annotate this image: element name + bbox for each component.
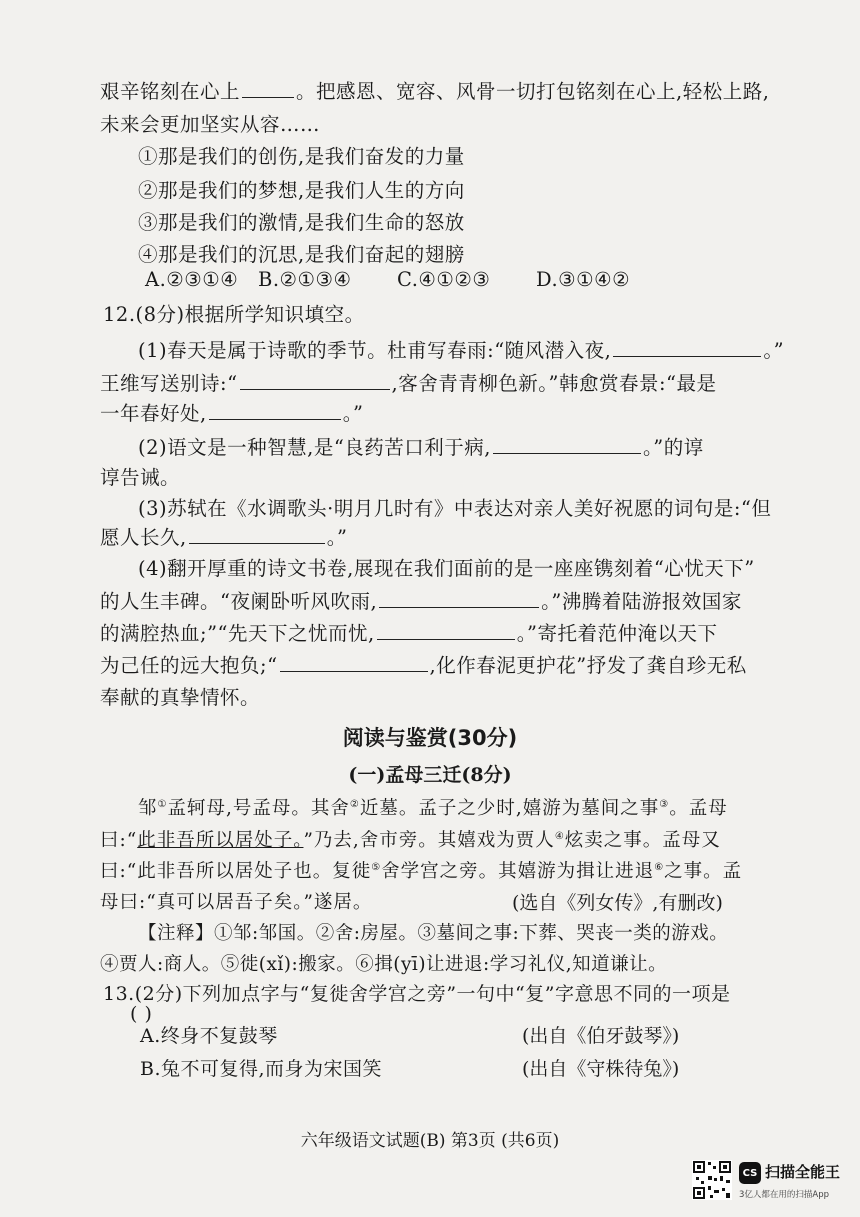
option-2: ②那是我们的梦想,是我们人生的方向 bbox=[138, 179, 465, 202]
text: ,客舍青青柳色新。”韩愈赏春景:“最是 bbox=[391, 372, 717, 395]
note-mark: ② bbox=[349, 798, 360, 810]
source-citation: (选自《列女传》,有删改) bbox=[512, 892, 723, 914]
text-line bbox=[100, 586, 742, 614]
qr-code-icon bbox=[692, 1160, 732, 1200]
text: 舍学宫之旁。其嬉游为揖让进退 bbox=[381, 861, 655, 882]
text-line bbox=[138, 432, 704, 460]
text: ”乃去,舍市旁。其嬉戏为贾人 bbox=[303, 830, 555, 851]
text: 的满腔热血;”“先天下之忧而忧, bbox=[100, 622, 375, 645]
text: 孟轲母,号孟母。其舍 bbox=[167, 798, 350, 819]
passage-title: (一)孟母三迁(8分) bbox=[348, 764, 512, 786]
note-line: 【注释】①邹:邹国。②舍:房屋。③墓间之事:下葬、哭丧一类的游戏。 bbox=[138, 923, 729, 944]
text: 。”寄托着范仲淹以天下 bbox=[516, 622, 718, 645]
note-mark: ⑥ bbox=[654, 861, 665, 873]
text: 炫卖之事。孟母又 bbox=[564, 830, 721, 851]
text: (2)语文是一种智慧,是“良药苦口利于病, bbox=[138, 436, 491, 459]
question-12: 12.(8分)根据所学知识填空。 bbox=[103, 303, 365, 326]
option-a: A.终身不复鼓琴 bbox=[140, 1025, 278, 1047]
option-4: ④那是我们的沉思,是我们奋起的翅膀 bbox=[138, 243, 465, 266]
text-line bbox=[100, 368, 717, 396]
note-line: ④贾人:商人。⑤徙(xǐ):搬家。⑥揖(yī)让进退:学习礼仪,知道谦让。 bbox=[100, 954, 668, 975]
text: 。”沸腾着陆游报效国家 bbox=[541, 590, 742, 613]
note-mark: ④ bbox=[554, 830, 565, 842]
note-mark: ① bbox=[157, 798, 168, 810]
text-line: 谆告诫。 bbox=[100, 466, 181, 489]
passage-line bbox=[100, 826, 721, 852]
text: 的人生丰碑。“夜阑卧听风吹雨, bbox=[100, 590, 378, 613]
text: 为己任的远大抱负;“ bbox=[100, 654, 278, 677]
question-13: 13.(2分)下列加点字与“复徙舍学宫之旁”一句中“复”字意思不同的一项是 bbox=[103, 983, 731, 1005]
choice-a: A.②③①④ bbox=[145, 268, 239, 291]
page-footer: 六年级语文试题(B) 第3页 (共6页) bbox=[300, 1131, 560, 1151]
text-line: (3)苏轼在《水调歌头·明月几时有》中表达对亲人美好祝愿的词句是:“但 bbox=[138, 497, 772, 520]
camscanner-tagline: 3亿人都在用的扫描App bbox=[739, 1190, 830, 1200]
option-b: B.兔不可复得,而身为宋国笑 bbox=[140, 1058, 383, 1080]
text: 愿人长久, bbox=[100, 526, 187, 549]
option-3: ③那是我们的激情,是我们生命的怒放 bbox=[138, 211, 465, 234]
text-line bbox=[100, 618, 717, 646]
text: 。” bbox=[342, 402, 364, 425]
option-1: ①那是我们的创伤,是我们奋发的力量 bbox=[138, 145, 465, 168]
answer-blank bbox=[240, 371, 390, 390]
text: 王维写送别诗:“ bbox=[100, 372, 238, 395]
choice-d: D.③①④② bbox=[536, 268, 631, 291]
answer-blank bbox=[242, 79, 294, 98]
text: 曰:“此非吾所以居处子也。复徙 bbox=[100, 861, 372, 882]
text-line: 未来会更加坚实从容…… bbox=[100, 113, 321, 136]
answer-blank bbox=[379, 589, 539, 608]
text-line: (4)翻开厚重的诗文书卷,展现在我们面前的是一座座镌刻着“心忧天下” bbox=[138, 557, 755, 580]
text: 一年春好处, bbox=[100, 402, 207, 425]
text: 。”的谆 bbox=[643, 436, 704, 459]
text: 曰:“ bbox=[100, 830, 138, 851]
text: 。” bbox=[326, 526, 348, 549]
section-title: 阅读与鉴赏(30分) bbox=[342, 726, 518, 750]
underlined-sentence: 此非吾所以居处子。 bbox=[137, 830, 304, 851]
text: 之事。孟 bbox=[664, 861, 743, 882]
text: 。把感恩、宽容、风骨一切打包铭刻在心上,轻松上路, bbox=[296, 80, 770, 103]
camscanner-name: 扫描全能王 bbox=[765, 1163, 841, 1181]
answer-blank bbox=[189, 525, 325, 544]
text-line: 奉献的真挚情怀。 bbox=[100, 686, 261, 709]
answer-blank bbox=[377, 621, 515, 640]
text: 艰辛铭刻在心上 bbox=[100, 80, 241, 103]
text-line bbox=[100, 398, 363, 426]
passage-line bbox=[138, 794, 728, 820]
note-mark: ③ bbox=[659, 798, 670, 810]
option-b-source: (出自《守株待兔》) bbox=[522, 1058, 680, 1080]
text-line bbox=[100, 522, 347, 550]
answer-blank bbox=[280, 653, 428, 672]
text-line bbox=[138, 335, 784, 363]
answer-blank bbox=[613, 338, 761, 357]
text: 。孟母 bbox=[669, 798, 728, 819]
text: 近墓。孟子之少时,嬉游为墓间之事 bbox=[359, 798, 660, 819]
choice-c: C.④①②③ bbox=[397, 268, 491, 291]
note-mark: ⑤ bbox=[371, 861, 382, 873]
answer-blank bbox=[493, 435, 641, 454]
option-a-source: (出自《伯牙鼓琴》) bbox=[522, 1025, 680, 1047]
text-line bbox=[100, 76, 769, 104]
text: (1)春天是属于诗歌的季节。杜甫写春雨:“随风潜入夜, bbox=[138, 339, 612, 362]
answer-paren: ( ) bbox=[130, 1003, 153, 1025]
text: 邹 bbox=[138, 798, 158, 819]
answer-blank bbox=[209, 401, 341, 420]
choice-b: B.②①③④ bbox=[258, 268, 352, 291]
camscanner-logo: CS bbox=[739, 1162, 761, 1184]
text: ,化作春泥更护花”抒发了龚自珍无私 bbox=[429, 654, 747, 677]
text-line bbox=[100, 650, 747, 678]
passage-line: 母曰:“真可以居吾子矣。”遂居。 bbox=[100, 892, 373, 913]
text: 。” bbox=[763, 339, 785, 362]
passage-line bbox=[100, 857, 742, 883]
